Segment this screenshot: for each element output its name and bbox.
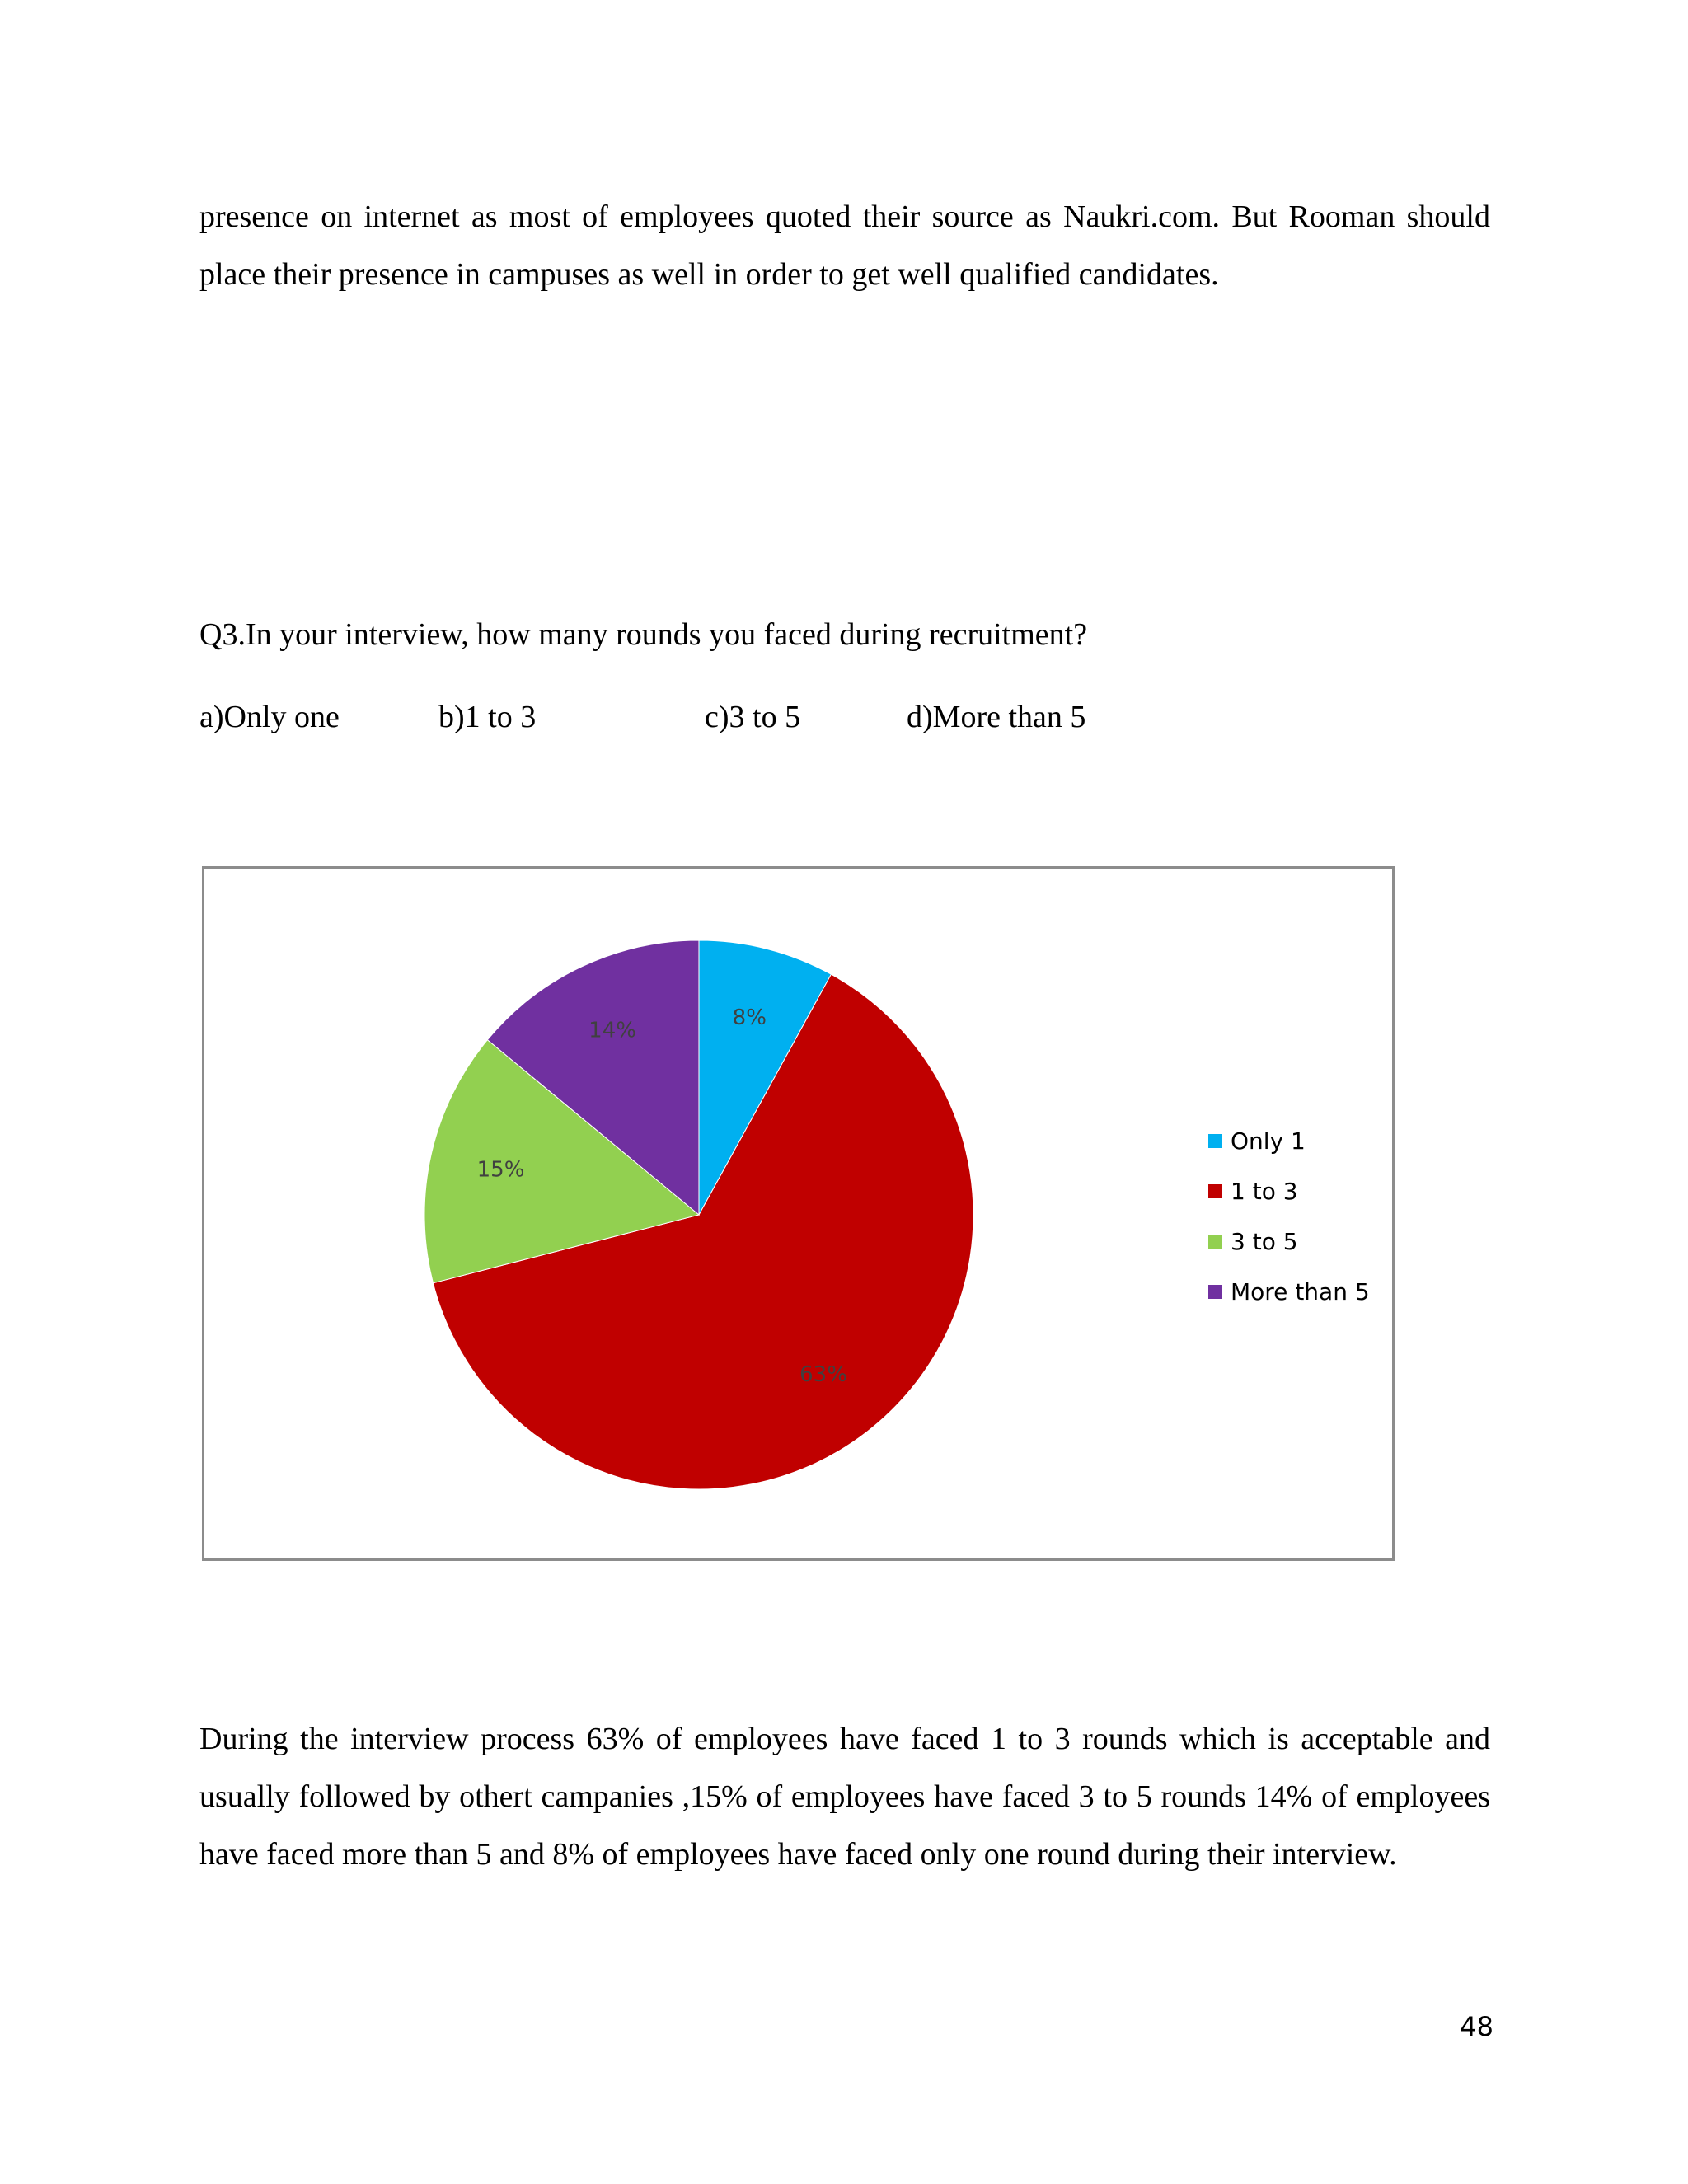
question-text: Q3.In your interview, how many rounds you faced during recruitment? bbox=[199, 617, 1088, 652]
chart-legend bbox=[1208, 1116, 1370, 1317]
option-c: c)3 to 5 bbox=[705, 700, 801, 734]
legend-label: 3 to 5 bbox=[1231, 1228, 1298, 1255]
data-label-3-to-5: 15% bbox=[476, 1157, 525, 1183]
legend-swatch bbox=[1208, 1285, 1222, 1299]
conclusion-paragraph: During the interview process 63% of employees have faced 1 to 3 rounds which is acceptable and usually followed by othert campanies ,15% of employees have faced 3 to 5 rounds 14% of employees have faced more than 5 and 8% of employees have faced only one round during their interview. bbox=[199, 1722, 1490, 1872]
data-label-more-than-5: 14% bbox=[588, 1018, 636, 1043]
legend-label: Only 1 bbox=[1231, 1127, 1306, 1155]
page-number: 48 bbox=[1460, 2011, 1493, 2042]
legend-label: More than 5 bbox=[1231, 1278, 1370, 1305]
legend-swatch bbox=[1208, 1184, 1222, 1198]
data-label-1-to-3: 63% bbox=[799, 1362, 847, 1388]
legend-swatch bbox=[1208, 1134, 1222, 1148]
legend-swatch bbox=[1208, 1235, 1222, 1249]
legend-label: 1 to 3 bbox=[1231, 1178, 1298, 1205]
option-a: a)Only one bbox=[199, 700, 340, 734]
legend-item bbox=[1208, 1216, 1370, 1267]
legend-item bbox=[1208, 1166, 1370, 1216]
legend-item bbox=[1208, 1267, 1370, 1317]
option-d: d)More than 5 bbox=[907, 700, 1086, 734]
option-b: b)1 to 3 bbox=[438, 700, 537, 734]
legend-item bbox=[1208, 1116, 1370, 1166]
pie-chart bbox=[202, 866, 1395, 1561]
data-label-only-1: 8% bbox=[732, 1005, 767, 1030]
intro-paragraph: presence on internet as most of employees quoted their source as Naukri.com. But Rooman should place their presence in campuses as well in order to get well qualified candidates. bbox=[199, 199, 1490, 292]
